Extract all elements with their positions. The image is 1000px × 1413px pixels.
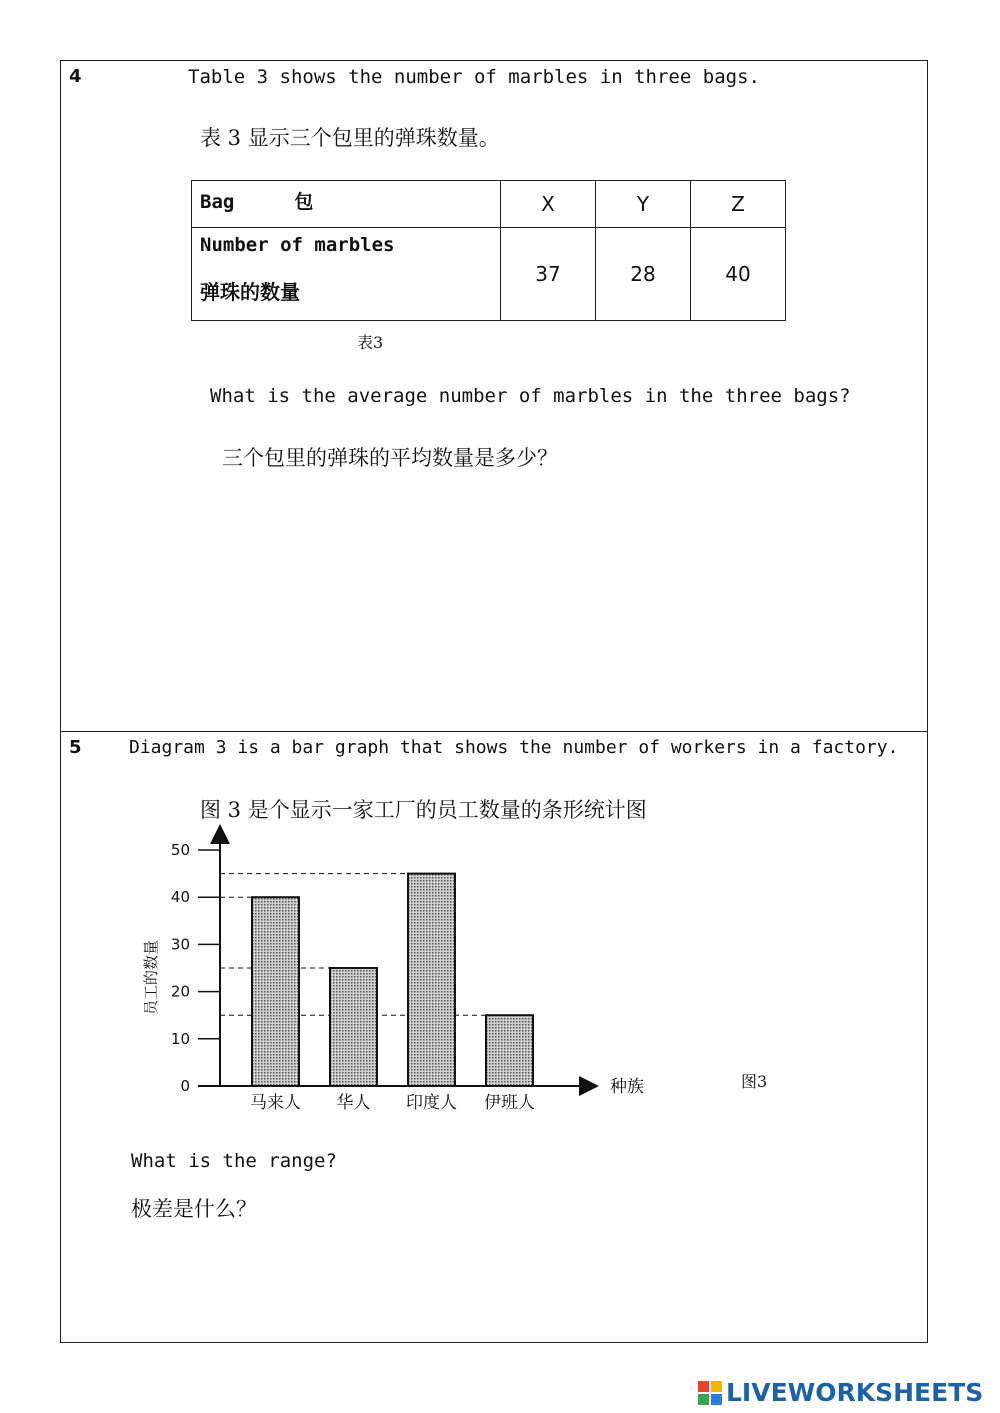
- table-count-row: [192, 228, 786, 321]
- y-axis-ticks: [171, 841, 220, 1095]
- count-x: 37: [501, 228, 596, 321]
- bar-2: [330, 968, 377, 1086]
- logo-tile-3: [698, 1394, 709, 1405]
- category-label: 印度人: [406, 1093, 457, 1113]
- category-label: 伊班人: [484, 1093, 535, 1113]
- figure-caption: 图3: [741, 1072, 768, 1091]
- y-tick-label: 0: [180, 1077, 190, 1095]
- question-5-intro-zh: 图 3 是个显示一家工厂的员工数量的条形统计图: [200, 798, 647, 822]
- count-y: 28: [596, 228, 691, 321]
- question-5-text-en: What is the range?: [131, 1150, 337, 1172]
- question-4-text-zh: 三个包里的弹珠的平均数量是多少？: [222, 446, 558, 470]
- liveworksheets-brand: [698, 1378, 983, 1407]
- table-header-label: [192, 181, 501, 228]
- bag-x-header: X: [501, 181, 596, 228]
- question-5-text-zh: 极差是什么？: [131, 1197, 257, 1221]
- question-4-number: 4: [69, 66, 82, 87]
- header-bag-en: Bag: [200, 191, 235, 213]
- count-z: 40: [691, 228, 786, 321]
- logo-tile-2: [711, 1381, 722, 1392]
- table-caption: 表3: [357, 333, 384, 352]
- chart-bars: [252, 874, 533, 1086]
- y-tick-label: 10: [170, 1029, 190, 1048]
- liveworksheets-wordmark: LIVEWORKSHEETS: [726, 1378, 984, 1407]
- question-4-text-en: What is the average number of marbles in the three bags?: [210, 385, 851, 407]
- table-header-row: [192, 181, 786, 228]
- logo-tile-1: [698, 1381, 709, 1392]
- liveworksheets-logo-icon: [698, 1381, 722, 1405]
- question-divider: [60, 731, 928, 732]
- bar-4: [486, 1015, 533, 1086]
- row-label-en: Number of marbles: [200, 234, 395, 256]
- row-label-zh: 弹珠的数量: [200, 280, 300, 304]
- bag-y-header: Y: [596, 181, 691, 228]
- question-4-intro-zh: 表 3 显示三个包里的弹珠数量。: [200, 126, 500, 150]
- logo-tile-4: [711, 1394, 722, 1405]
- question-4-intro-en: Table 3 shows the number of marbles in three bags.: [188, 66, 760, 88]
- y-tick-label: 40: [170, 888, 190, 907]
- y-tick-label: 30: [170, 935, 190, 954]
- question-5-number: 5: [69, 737, 82, 758]
- table-row-label: [192, 228, 501, 321]
- bar-1: [252, 897, 299, 1086]
- bar-3: [408, 874, 455, 1086]
- y-tick-label: 50: [170, 841, 190, 859]
- workers-bar-chart: [120, 820, 680, 1120]
- marbles-table: [191, 180, 786, 321]
- y-tick-label: 20: [170, 982, 190, 1001]
- header-bag-zh: 包: [294, 191, 314, 213]
- category-label: 华人: [336, 1093, 371, 1113]
- question-5-intro-en: Diagram 3 is a bar graph that shows the number of workers in a factory.: [129, 737, 899, 758]
- category-label: 马来人: [250, 1093, 301, 1113]
- bag-z-header: Z: [691, 181, 786, 228]
- x-axis-label: 种族: [610, 1077, 644, 1097]
- y-axis-label: 员工的数量: [142, 939, 160, 1015]
- x-axis-categories: [250, 1093, 535, 1113]
